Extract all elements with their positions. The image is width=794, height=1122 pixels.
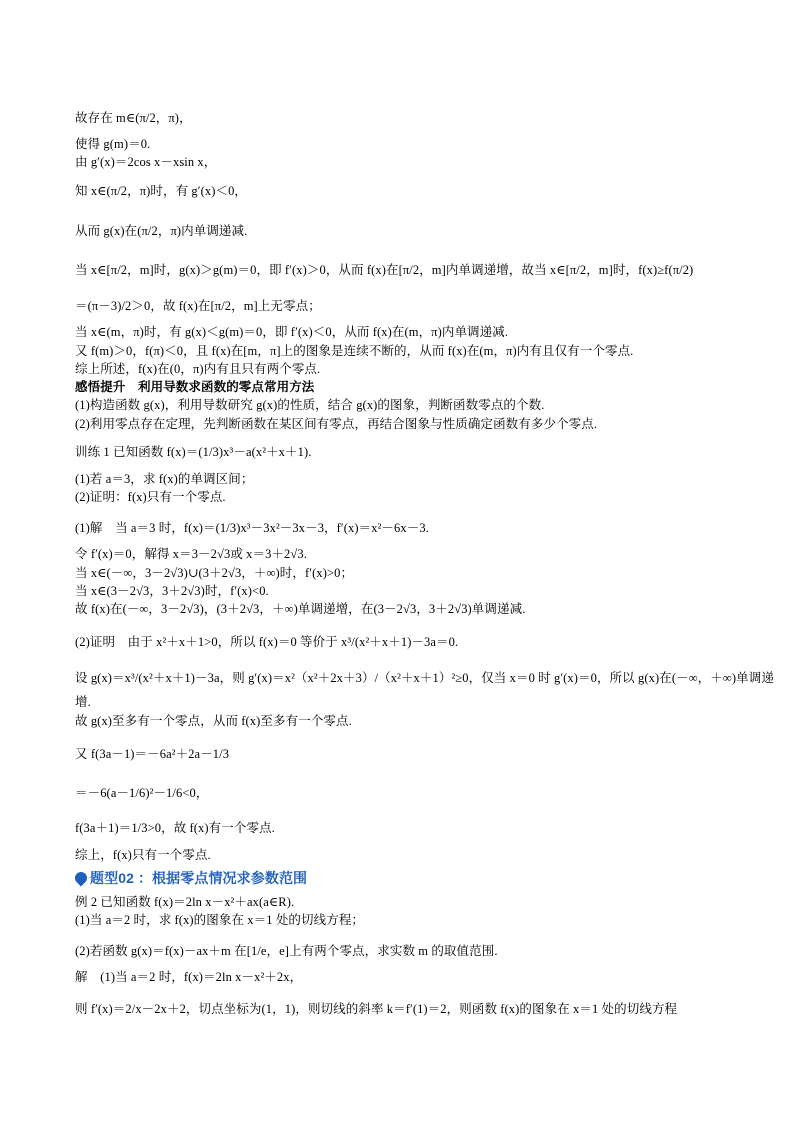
text-line: 当 x∈(3－2√3，3＋2√3)时，f′(x)<0. — [75, 584, 269, 598]
text-line: 综上，f(x)只有一个零点. — [75, 848, 211, 862]
text-line: 令 f′(x)＝0，解得 x＝3－2√3或 x＝3＋2√3. — [75, 547, 307, 561]
text-line: 使得 g(m)＝0. — [75, 137, 151, 151]
text-line: (1)当 a＝2 时，求 f(x)的图象在 x＝1 处的切线方程； — [75, 913, 365, 927]
example-title: 例 2 已知函数 f(x)＝2ln x－x²＋ax(a∈R). — [75, 895, 295, 909]
section-heading-text: 题型02 ：根据零点情况求参数范围 — [90, 870, 308, 886]
text-line: 当 x∈(m，π)时，有 g(x)＜g(m)＝0，即 f′(x)＜0，从而 f(x)在(m，π)内单调递减. — [75, 325, 509, 339]
text-line: (2)证明：f(x)只有一个零点. — [75, 490, 226, 504]
text-line: 则 f′(x)＝2/x－2x＋2，切点坐标为(1，1)，则切线的斜率 k＝f′(1)＝2，则函数 f(x)的图象在 x＝1 处的切线方程 — [75, 1002, 678, 1016]
text-line: 故 f(x)在(－∞，3－2√3)，(3＋2√3，＋∞)单调递增，在(3－2√3，3＋2√3)单调递减. — [75, 602, 526, 616]
section-heading — [75, 870, 307, 886]
text-line: (1)若 a＝3，求 f(x)的单调区间； — [75, 472, 254, 486]
drop-icon — [73, 870, 90, 887]
exercise-title: 训练 1 已知函数 f(x)＝(1/3)x³－a(x²＋x＋1). — [75, 445, 312, 459]
text-line: 当 x∈(－∞，3－2√3)∪(3＋2√3，＋∞)时，f′(x)>0； — [75, 566, 354, 580]
text-line: 故 g(x)至多有一个零点，从而 f(x)至多有一个零点. — [75, 714, 352, 728]
text-line: 又 f(m)＞0，f(π)＜0，且 f(x)在[m，π]上的图象是连续不断的，从而 f(x)在(m，π)内有且仅有一个零点. — [75, 344, 634, 358]
text-line: ＝－6(a－1/6)²－1/6<0， — [75, 786, 209, 800]
text-line: (1)解 当 a＝3 时，f(x)＝(1/3)x³－3x²－3x－3，f′(x)＝x²－6x－3. — [75, 521, 429, 535]
text-line: (2)若函数 g(x)＝f(x)－ax＋m 在[1/e，e]上有两个零点，求实数 m 的取值范围. — [75, 944, 498, 958]
text-line: 设 g(x)＝x³/(x²＋x＋1)－3a，则 g′(x)＝x²（x²＋2x＋3）/（x²＋x＋1）²≥0，仅当 x＝0 时 g′(x)＝0，所以 g(x)在(－∞，＋∞)单调递 — [75, 671, 774, 685]
text-line: 由 g′(x)＝2cos x－xsin x， — [75, 155, 217, 169]
text-line: 故存在 m∈(π/2，π)， — [75, 111, 192, 125]
text-line: 解 (1)当 a＝2 时，f(x)＝2ln x－x²＋2x， — [75, 970, 303, 984]
text-line: ＝(π－3)/2＞0，故 f(x)在[π/2，m]上无零点； — [75, 299, 321, 313]
text-line: (1)构造函数 g(x)，利用导数研究 g(x)的性质，结合 g(x)的图象，判断函数零点的个数. — [75, 398, 545, 412]
text-line: 综上所述，f(x)在(0，π)内有且只有两个零点. — [75, 362, 321, 376]
text-line: (2)证明 由于 x²＋x＋1>0，所以 f(x)＝0 等价于 x³/(x²＋x＋1)－3a＝0. — [75, 635, 459, 649]
text-line: 知 x∈(π/2，π)时，有 g′(x)＜0， — [75, 184, 248, 198]
text-line: f(3a＋1)＝1/3>0，故 f(x)有一个零点. — [75, 821, 275, 835]
text-line: 当 x∈[π/2，m]时，g(x)＞g(m)＝0，即 f′(x)＞0，从而 f(x)在[π/2，m]内单调递增，故当 x∈[π/2，m]时，f(x)≥f(π/2) — [75, 263, 694, 277]
text-line: (2)利用零点存在定理，先判断函数在某区间有零点，再结合图象与性质确定函数有多少个零点. — [75, 417, 598, 431]
text-line: 从而 g(x)在(π/2，π)内单调递减. — [75, 224, 248, 238]
section-heading: 感悟提升 利用导数求函数的零点常用方法 — [75, 380, 315, 394]
text-line: 增. — [75, 695, 91, 709]
text-line: 又 f(3a－1)＝－6a²＋2a－1/3 — [75, 747, 230, 761]
